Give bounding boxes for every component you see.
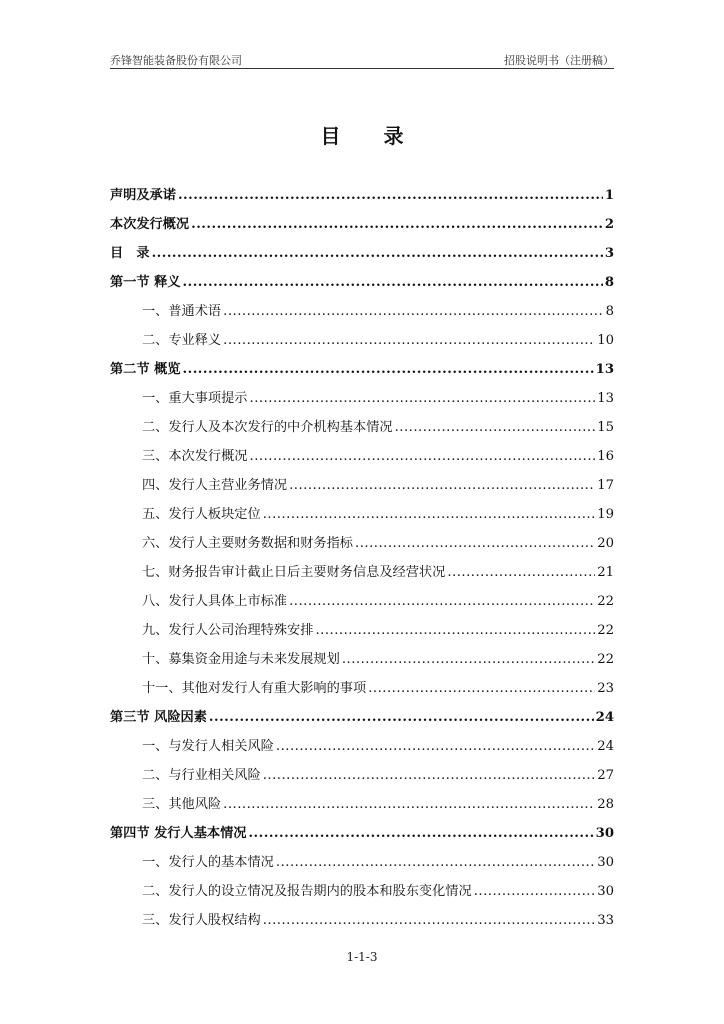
toc-entry-label: 二、发行人的设立情况及报告期内的股本和股东变化情况 — [142, 884, 472, 899]
toc-dot-leader — [289, 587, 595, 616]
toc-entry[interactable] — [110, 181, 614, 210]
toc-entry-label: 第一节 释义 — [110, 275, 181, 290]
toc-entry-label: 一、发行人的基本情况 — [142, 855, 274, 870]
toc-dot-leader — [474, 877, 596, 906]
toc-entry-label: 十一、其他对发行人有重大影响的事项 — [142, 681, 367, 696]
toc-entry[interactable] — [110, 761, 614, 790]
toc-entry-page: 30 — [595, 826, 614, 841]
table-of-contents — [110, 181, 614, 935]
toc-entry-label: 本次发行概况 — [110, 217, 190, 232]
toc-dot-leader — [178, 181, 603, 210]
toc-entry-label: 九、发行人公司治理特殊安排 — [142, 623, 314, 638]
toc-entry[interactable] — [110, 616, 614, 645]
toc-entry-page: 23 — [597, 681, 614, 696]
toc-entry-page: 22 — [597, 594, 614, 609]
toc-entry-page: 17 — [597, 478, 614, 493]
toc-entry-label: 一、重大事项提示 — [142, 391, 248, 406]
toc-dot-leader — [250, 384, 596, 413]
toc-entry-label: 第四节 发行人基本情况 — [110, 826, 247, 841]
toc-entry-label: 二、与行业相关风险 — [142, 768, 261, 783]
toc-entry-label: 目 录 — [110, 246, 150, 261]
toc-dot-leader — [209, 703, 594, 732]
toc-entry-label: 六、发行人主要财务数据和财务指标 — [142, 536, 353, 551]
toc-dot-leader — [355, 529, 595, 558]
toc-entry[interactable] — [110, 471, 614, 500]
toc-entry-label: 三、发行人股权结构 — [142, 913, 261, 928]
toc-entry-label: 二、发行人及本次发行的中介机构基本情况 — [142, 420, 393, 435]
toc-entry-page: 13 — [597, 391, 614, 406]
toc-dot-leader — [183, 268, 603, 297]
toc-entry-page: 19 — [597, 507, 614, 522]
toc-entry[interactable] — [110, 732, 614, 761]
toc-entry-page: 10 — [597, 333, 614, 348]
toc-entry[interactable] — [110, 210, 614, 239]
toc-entry-page: 28 — [597, 797, 614, 812]
toc-dot-leader — [447, 558, 595, 587]
toc-entry-page: 20 — [597, 536, 614, 551]
toc-entry[interactable] — [110, 906, 614, 935]
toc-entry-page: 1 — [604, 188, 614, 203]
toc-dot-leader — [276, 732, 595, 761]
toc-dot-leader — [250, 442, 596, 471]
header-document-type: 招股说明书（注册稿） — [504, 54, 614, 67]
toc-entry-label: 第二节 概览 — [110, 362, 181, 377]
toc-dot-leader — [289, 471, 595, 500]
toc-entry-label: 八、发行人具体上市标准 — [142, 594, 288, 609]
toc-entry-page: 27 — [597, 768, 614, 783]
toc-entry-page: 22 — [597, 652, 614, 667]
toc-entry[interactable] — [110, 239, 614, 268]
toc-entry-label: 一、与发行人相关风险 — [142, 739, 274, 754]
toc-entry[interactable] — [110, 355, 614, 384]
toc-entry-page: 3 — [604, 246, 614, 261]
toc-entry-label: 五、发行人板块定位 — [142, 507, 261, 522]
page-title: 目 录 — [320, 124, 422, 148]
toc-entry[interactable] — [110, 326, 614, 355]
toc-entry-page: 15 — [597, 420, 614, 435]
toc-entry-page: 24 — [595, 710, 614, 725]
toc-dot-leader — [248, 819, 593, 848]
toc-entry-label: 三、其他风险 — [142, 797, 222, 812]
toc-entry[interactable] — [110, 384, 614, 413]
toc-dot-leader — [395, 413, 596, 442]
page-number: 1-1-3 — [346, 950, 378, 964]
toc-entry-page: 30 — [597, 855, 614, 870]
toc-entry-page: 8 — [605, 304, 614, 319]
toc-entry-label: 四、发行人主营业务情况 — [142, 478, 288, 493]
toc-dot-leader — [152, 239, 603, 268]
toc-dot-leader — [263, 761, 596, 790]
toc-entry[interactable] — [110, 587, 614, 616]
page-header — [110, 52, 614, 69]
toc-entry-label: 声明及承诺 — [110, 188, 176, 203]
toc-entry[interactable] — [110, 674, 614, 703]
toc-dot-leader — [263, 906, 596, 935]
toc-dot-leader — [191, 210, 603, 239]
toc-entry[interactable] — [110, 529, 614, 558]
toc-entry-page: 30 — [597, 884, 614, 899]
toc-entry[interactable] — [110, 297, 614, 326]
toc-entry-label: 第三节 风险因素 — [110, 710, 207, 725]
toc-entry[interactable] — [110, 268, 614, 297]
toc-dot-leader — [223, 790, 595, 819]
toc-dot-leader — [183, 355, 594, 384]
toc-entry[interactable] — [110, 558, 614, 587]
toc-entry[interactable] — [110, 442, 614, 471]
toc-entry-page: 13 — [595, 362, 614, 377]
toc-entry-page: 22 — [597, 623, 614, 638]
toc-entry[interactable] — [110, 819, 614, 848]
toc-entry-page: 16 — [597, 449, 614, 464]
toc-entry[interactable] — [110, 848, 614, 877]
toc-entry-label: 一、普通术语 — [142, 304, 222, 319]
toc-entry-label: 十、募集资金用途与未来发展规划 — [142, 652, 340, 667]
toc-entry-page: 8 — [604, 275, 614, 290]
toc-dot-leader — [223, 297, 603, 326]
toc-entry[interactable] — [110, 413, 614, 442]
toc-entry-page: 24 — [597, 739, 614, 754]
toc-entry-label: 二、专业释义 — [142, 333, 222, 348]
header-company-name: 乔锋智能装备股份有限公司 — [110, 54, 242, 67]
toc-entry[interactable] — [110, 877, 614, 906]
toc-dot-leader — [368, 674, 595, 703]
toc-dot-leader — [263, 500, 596, 529]
toc-entry-page: 2 — [604, 217, 614, 232]
toc-entry[interactable] — [110, 790, 614, 819]
toc-entry-label: 七、财务报告审计截止日后主要财务信息及经营状况 — [142, 565, 446, 580]
toc-entry[interactable] — [110, 703, 614, 732]
toc-dot-leader — [276, 848, 595, 877]
toc-entry[interactable] — [110, 500, 614, 529]
toc-entry-page: 33 — [597, 913, 614, 928]
toc-dot-leader — [342, 645, 595, 674]
toc-entry[interactable] — [110, 645, 614, 674]
toc-dot-leader — [223, 326, 595, 355]
toc-entry-label: 三、本次发行概况 — [142, 449, 248, 464]
toc-entry-page: 21 — [597, 565, 614, 580]
toc-dot-leader — [315, 616, 595, 645]
